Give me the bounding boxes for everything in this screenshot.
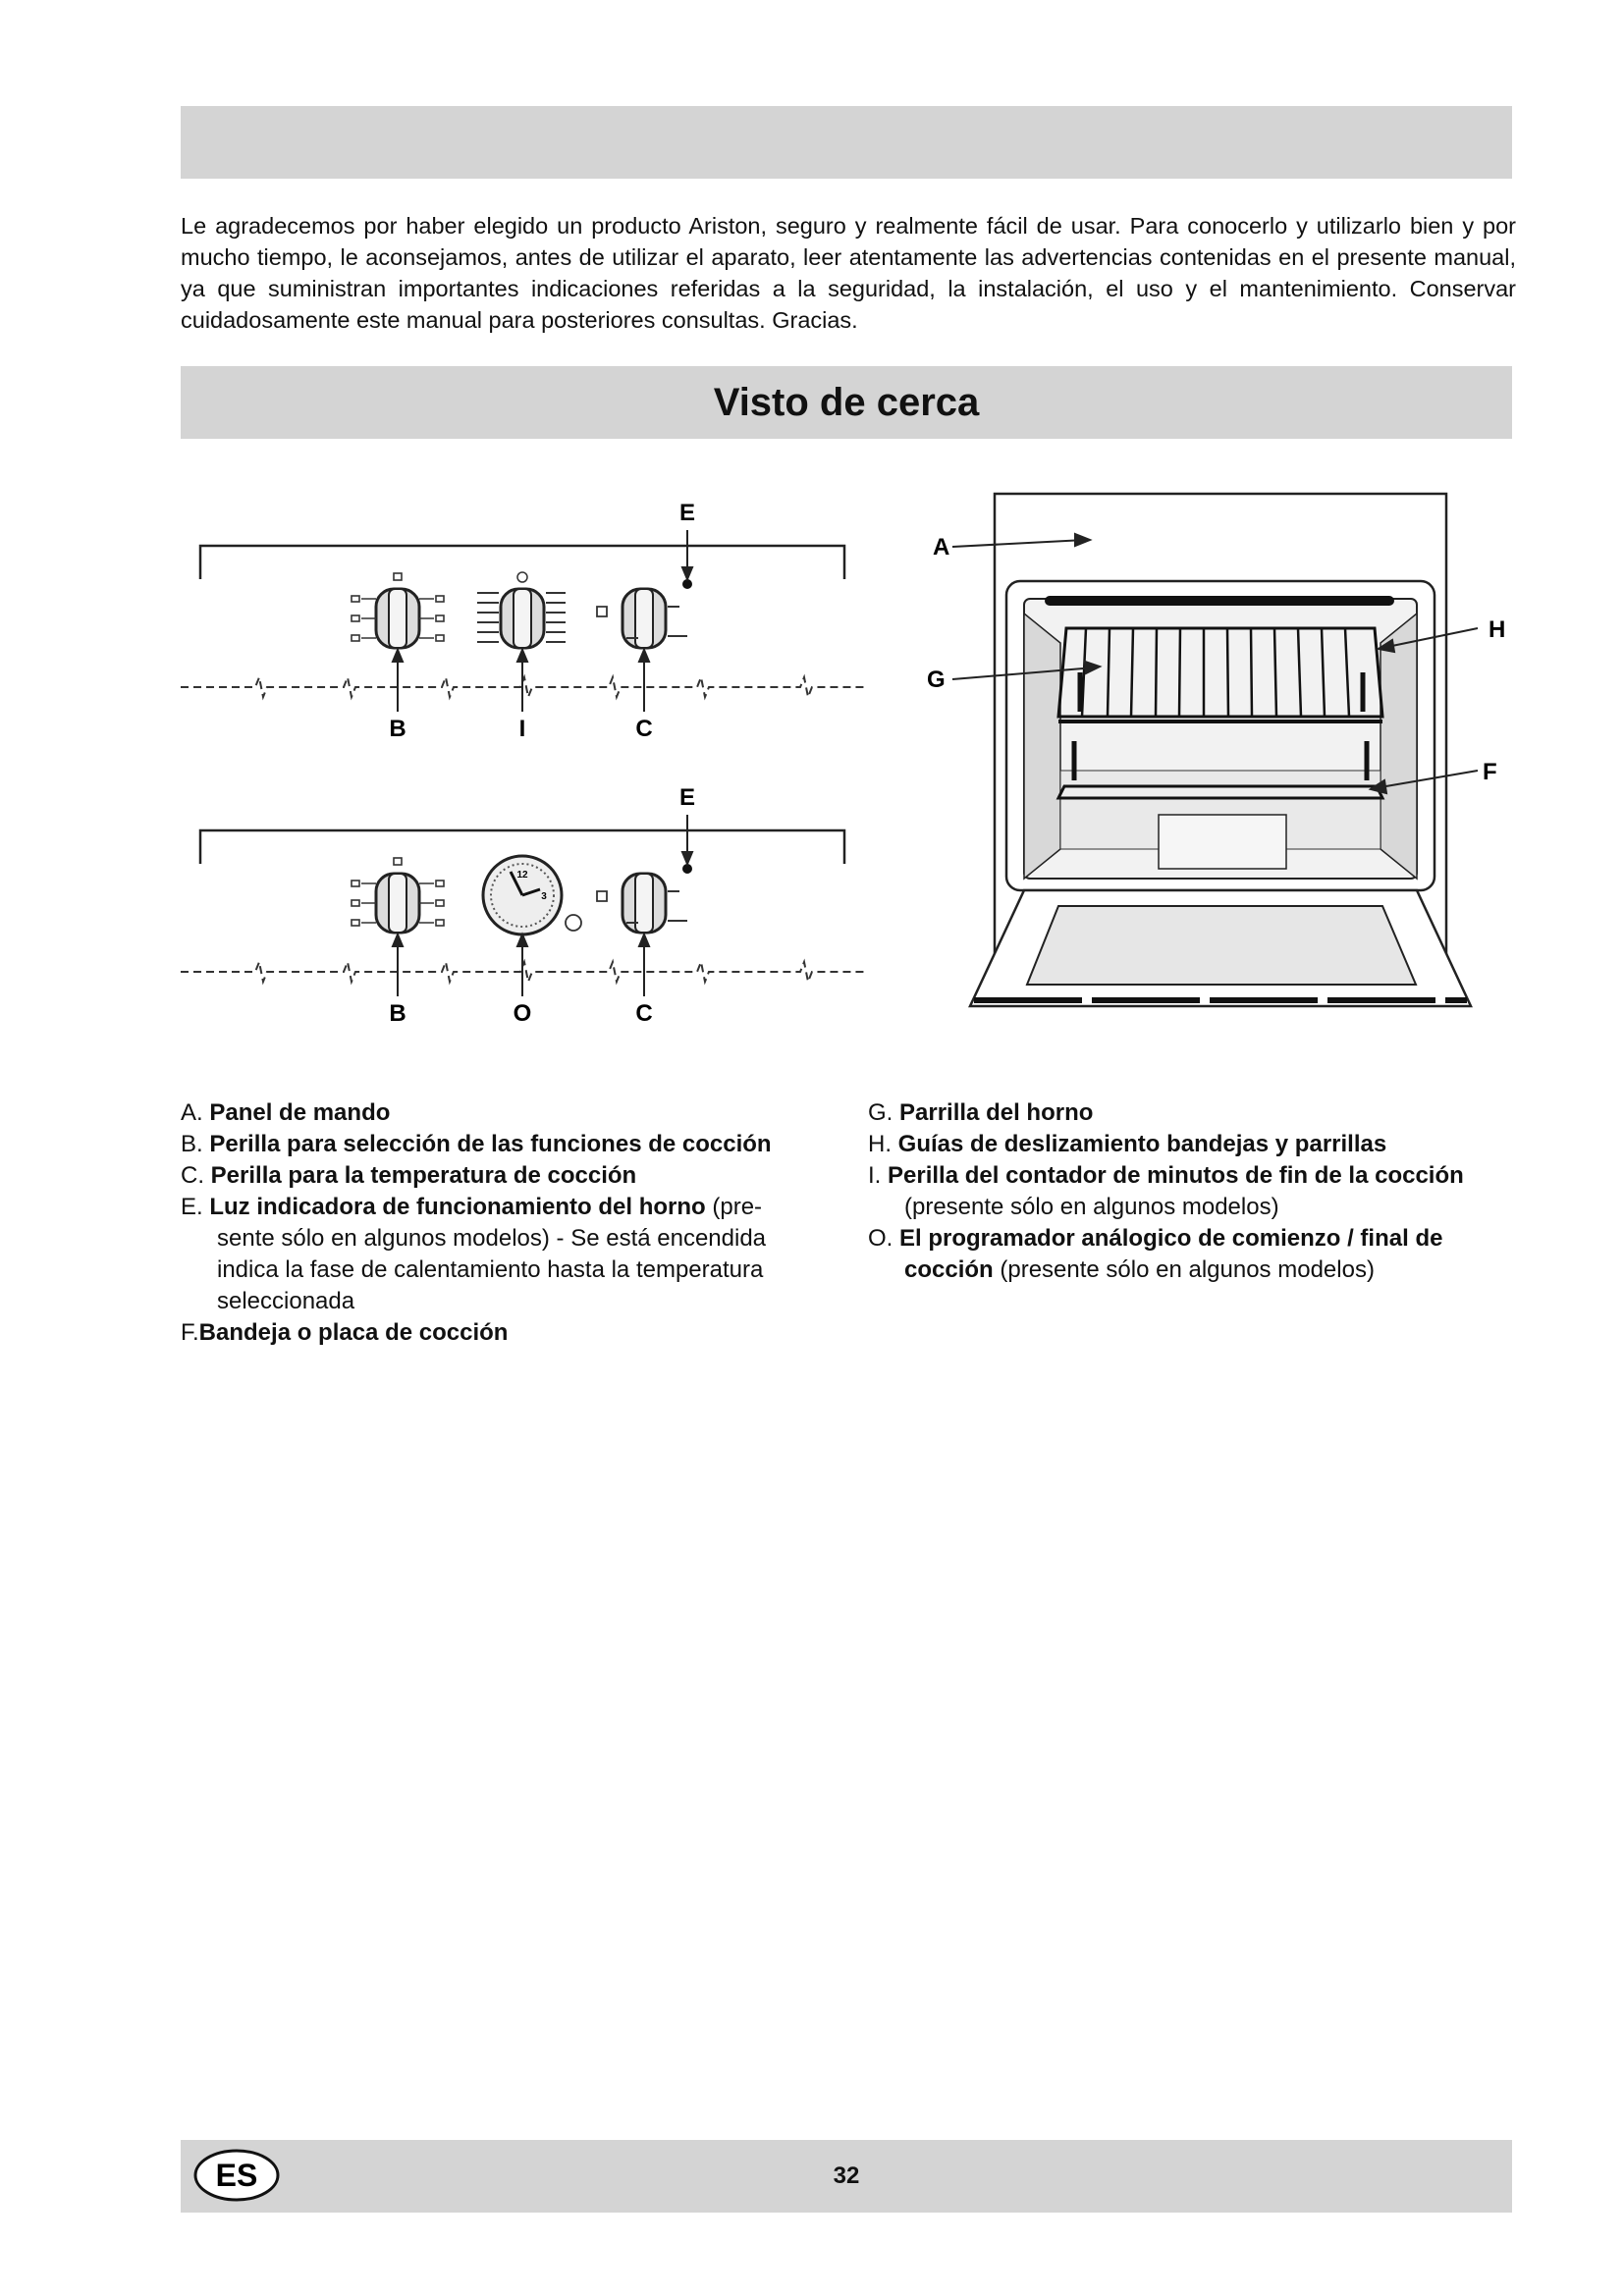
label-o-2: O [513,1000,532,1027]
legend-title: Bandeja o placa de cocción [198,1319,509,1346]
legend-continuation: sente sólo en algunos modelos) - Se está encendida [217,1225,767,1252]
legend-continuation: cocción (presente sólo en algunos modelos) [904,1256,1375,1283]
legend-item [181,1129,829,1160]
analog-clock-icon [483,856,562,934]
clock-number-3: 3 [541,891,547,902]
label-i-1: I [518,716,526,742]
legend-title: El programador análogico de comienzo / final de [899,1225,1443,1252]
legend-item [868,1160,1516,1192]
label-c-2: C [635,1000,653,1027]
legend-letter: B. [181,1131,210,1157]
label-g: G [927,667,946,693]
legend-letter: I. [868,1162,889,1189]
language-code: ES [215,2158,258,2193]
oven-diagram [913,486,1522,1045]
clock-number-12: 12 [516,870,528,881]
legend-title: Perilla para selección de las funciones de cocción [209,1131,772,1157]
legend-continuation: seleccionada [217,1288,355,1314]
control-panel-diagram [177,491,884,1041]
legend-letter: E. [181,1194,210,1220]
label-f: F [1483,759,1497,785]
legend-item [181,1160,829,1192]
label-b-2: B [389,1000,406,1027]
legend-letter: C. [181,1162,211,1189]
legend-title: Panel de mando [209,1099,391,1126]
legend-left-column [181,1097,829,1349]
legend-item [868,1097,1516,1129]
legend-title: Perilla del contador de minutos de fin de la cocción [888,1162,1464,1189]
legend-note: (pre- [705,1194,763,1220]
legend-title: Perilla para la temperatura de cocción [210,1162,637,1189]
label-e-1: E [678,500,696,526]
legend-item [868,1223,1516,1255]
legend-right-column [868,1097,1516,1286]
panel-1 [181,500,864,742]
footer-band [181,2140,1512,2213]
label-a: A [933,534,950,561]
page-number: 32 [833,2163,860,2189]
legend-item [181,1192,829,1223]
legend-letter: G. [868,1099,900,1126]
legend-title: Luz indicadora de funcionamiento del horno [209,1194,706,1220]
legend-title: Parrilla del horno [899,1099,1094,1126]
label-c-1: C [635,716,653,742]
legend-item [868,1129,1516,1160]
section-title-band [181,366,1512,439]
legend-item [181,1317,829,1349]
header-band [181,106,1512,179]
panel-2 [181,784,864,1027]
legend-letter: A. [181,1099,210,1126]
legend-title: Guías de deslizamiento bandejas y parrillas [897,1131,1387,1157]
legend-letter: F. [181,1319,199,1346]
label-b-1: B [389,716,406,742]
label-h: H [1489,616,1506,643]
label-e-2: E [678,784,696,811]
intro-paragraph: Le agradecemos por haber elegido un producto Ariston, seguro y realmente fácil de usar. Para conocerlo y utilizarlo bien y por mucho tiempo, le aconsejamos, antes de utilizar el aparato, leer atentamente las advertencias contenidas en el presente manual, ya que suministran importantes indicaciones referidas a la seguridad, la instalación, el uso y el mantenimiento. Conservar cuidadosamente este manual para posteriores consultas. Gracias. [181,213,1516,333]
legend-letter: O. [868,1225,900,1252]
legend-continuation: (presente sólo en algunos modelos) [904,1194,1279,1220]
legend-letter: H. [868,1131,898,1157]
section-title: Visto de cerca [713,381,980,424]
legend-continuation: indica la fase de calentamiento hasta la temperatura [217,1256,764,1283]
legend-item [181,1097,829,1129]
